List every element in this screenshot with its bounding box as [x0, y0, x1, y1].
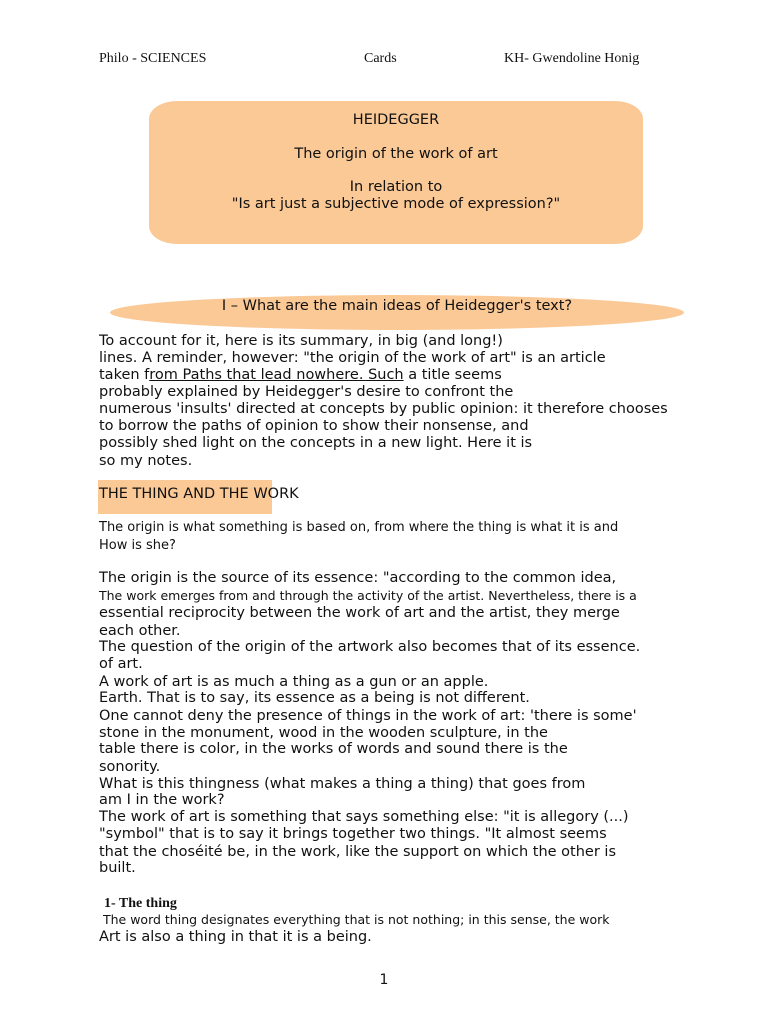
- intro-line: probably explained by Heidegger's desire to confront the: [99, 384, 514, 400]
- body-line: The origin is what something is based on, from where the thing is what it is and: [99, 520, 619, 535]
- intro-line: [99, 367, 502, 384]
- thing-work-heading: THE THING AND THE WORK: [99, 486, 299, 502]
- body-line: "symbol" that is to say it brings together two things. "It almost seems: [99, 826, 607, 842]
- body-line: Art is also a thing in that it is a being.: [99, 929, 372, 945]
- body-line: How is she?: [99, 538, 176, 553]
- body-line: essential reciprocity between the work of art and the artist, they merge: [99, 605, 620, 621]
- intro-line: so my notes.: [99, 453, 193, 469]
- title-question: "Is art just a subjective mode of expression?": [231, 196, 561, 212]
- header-doc-type: Cards: [364, 51, 397, 66]
- body-line: Earth. That is to say, its essence as a being is not different.: [99, 690, 530, 706]
- intro-line: To account for it, here is its summary, in big (and long!): [99, 333, 503, 349]
- section-heading-box: [110, 295, 684, 330]
- body-line: stone in the monument, wood in the wooden sculpture, in the: [99, 725, 548, 741]
- header-course: Philo - SCIENCES: [99, 51, 207, 66]
- title-relation: In relation to: [349, 179, 443, 195]
- body-line: What is this thingness (what makes a thing a thing) that goes from: [99, 776, 586, 792]
- intro-text: taken f: [99, 367, 150, 383]
- body-line: The word thing designates everything that is not nothing; in this sense, the work: [99, 912, 610, 927]
- body-line: One cannot deny the presence of things in the work of art: 'there is some': [99, 708, 637, 724]
- body-line: sonority.: [99, 759, 161, 775]
- body-line: built.: [99, 860, 136, 876]
- page-number: 1: [379, 972, 389, 988]
- body-line: am I in the work?: [99, 792, 225, 808]
- source-link: rom Paths that lead nowhere. Such: [149, 367, 404, 383]
- body-line: The question of the origin of the artwork also becomes that of its essence.: [99, 639, 641, 655]
- body-line: A work of art is as much a thing as a gun or an apple.: [99, 674, 489, 690]
- title-author: HEIDEGGER: [352, 112, 440, 128]
- body-line: each other.: [99, 623, 181, 639]
- intro-line: numerous 'insults' directed at concepts by public opinion: it therefore chooses: [99, 401, 668, 417]
- section-heading: I – What are the main ideas of Heidegger's text?: [221, 298, 573, 314]
- header-author: KH- Gwendoline Honig: [504, 51, 640, 66]
- intro-line: possibly shed light on the concepts in a new light. Here it is: [99, 435, 533, 451]
- body-line: that the choséité be, in the work, like the support on which the other is: [99, 844, 616, 860]
- body-line: of art.: [99, 656, 143, 672]
- intro-line: to borrow the paths of opinion to show their nonsense, and: [99, 418, 529, 434]
- body-line: The work emerges from and through the activity of the artist. Nevertheless, there is a: [99, 588, 637, 603]
- intro-line: lines. A reminder, however: "the origin of the work of art" is an article: [99, 350, 606, 366]
- subsection-heading: 1- The thing: [104, 896, 177, 911]
- title-work: The origin of the work of art: [294, 146, 498, 162]
- intro-text: a title seems: [403, 367, 502, 383]
- body-line: The work of art is something that says something else: "it is allegory (...): [99, 809, 629, 825]
- body-line: The origin is the source of its essence: "according to the common idea,: [99, 570, 617, 586]
- body-line: table there is color, in the works of words and sound there is the: [99, 741, 568, 757]
- title-box: [149, 101, 643, 244]
